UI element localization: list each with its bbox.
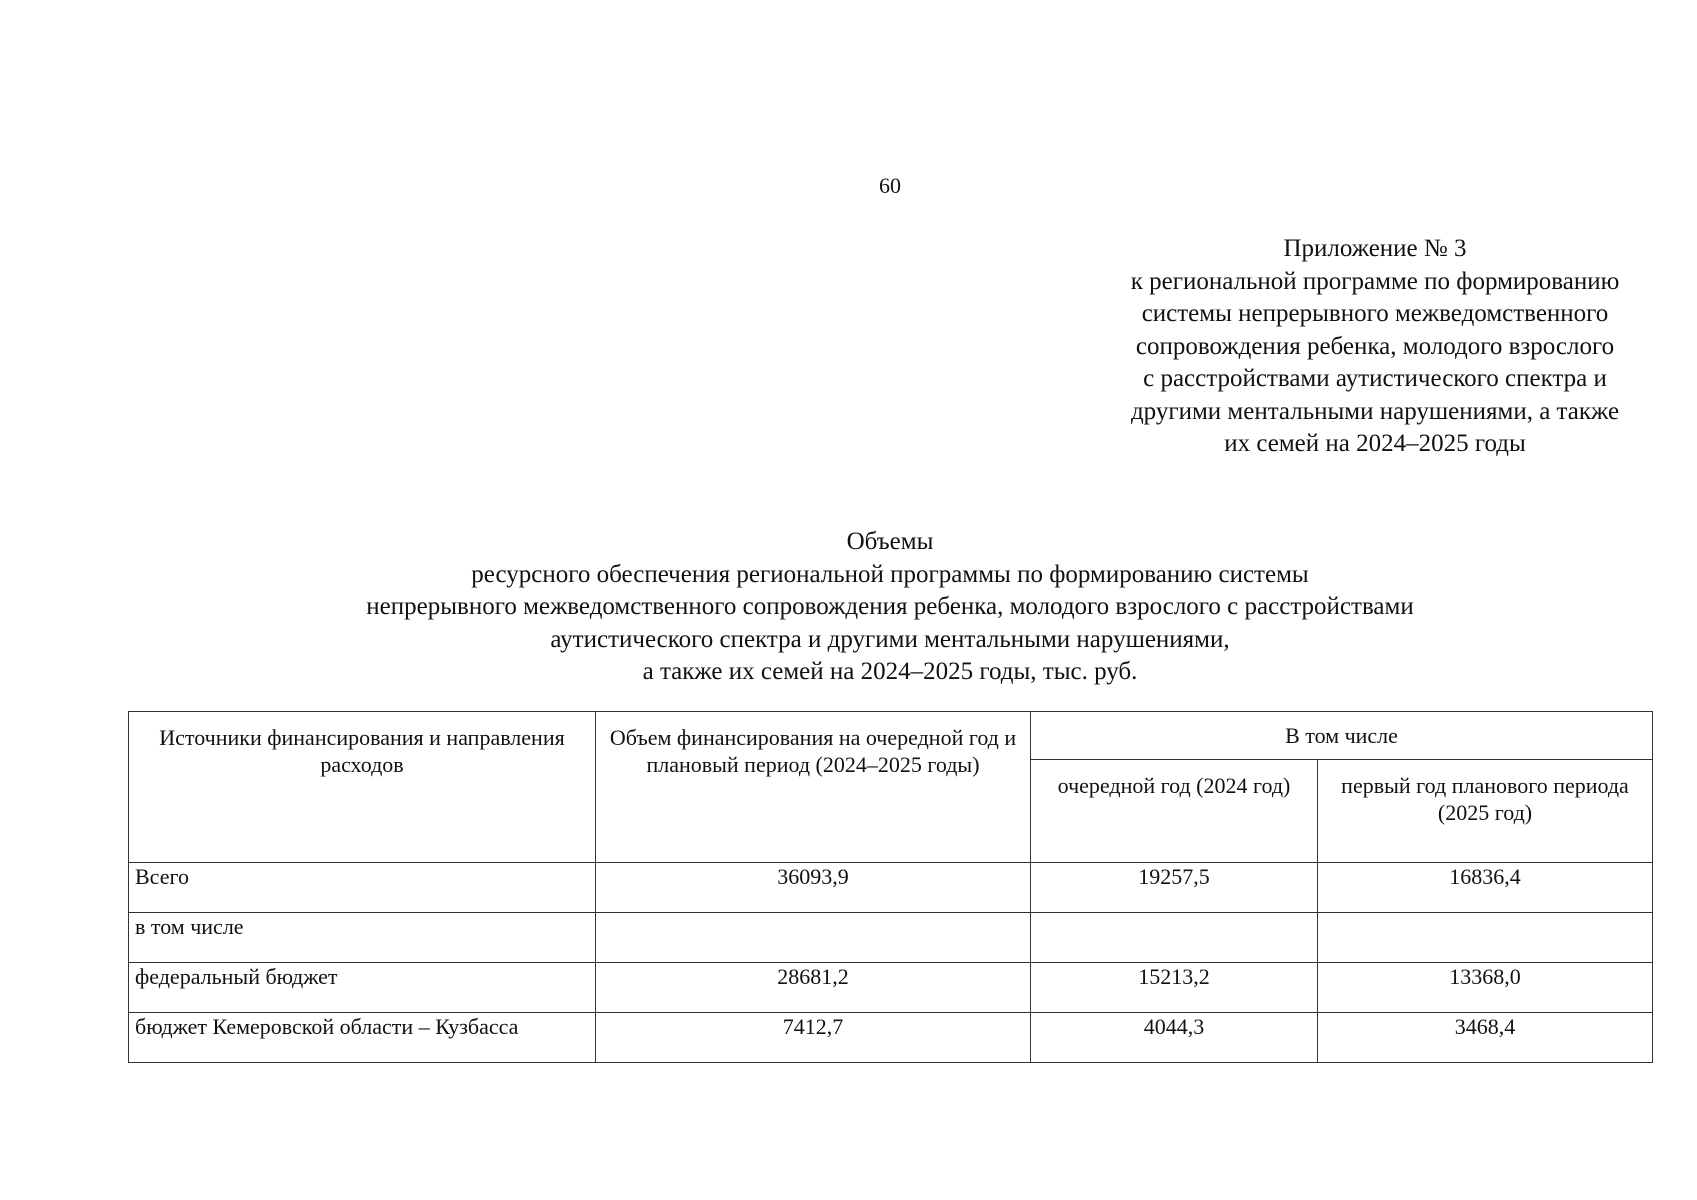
row-2025: 3468,4 [1318,1013,1653,1063]
funding-table [128,711,1653,1063]
appendix-line: с расстройствами аутистического спектра и [1143,365,1607,392]
table-header-row [129,712,1653,760]
row-name: в том числе [129,913,596,963]
appendix-line: Приложение № 3 [1283,235,1467,262]
appendix-line: сопровождения ребенка, молодого взрослого [1135,332,1615,360]
appendix-note [1080,233,1670,461]
header-including: В том числе [1031,712,1653,760]
table-row [129,863,1653,913]
appendix-line: к региональной программе по формированию [1130,267,1620,295]
title-line: а также их семей на 2024–2025 годы, тыс. руб. [642,658,1138,685]
appendix-line: другими ментальными нарушениями, а также [1130,397,1620,425]
row-total: 28681,2 [596,963,1031,1013]
table-row [129,1013,1653,1063]
page-number: 60 [879,173,901,198]
row-2025: 16836,4 [1318,863,1653,913]
row-name: федеральный бюджет [129,963,596,1013]
row-total: 7412,7 [596,1013,1031,1063]
header-sources: Источники финансирования и направления расходов [129,712,596,863]
header-year-2024: очередной год (2024 год) [1031,760,1318,863]
header-total: Объем финансирования на очередной год и плановый период (2024–2025 годы) [596,712,1031,863]
row-2024: 15213,2 [1031,963,1318,1013]
appendix-line: системы непрерывного межведомственного [1141,300,1609,327]
row-2024: 19257,5 [1031,863,1318,913]
document-title [0,526,1697,689]
header-year-2025: первый год планового периода (2025 год) [1318,760,1653,863]
row-2024 [1031,913,1318,963]
table-row [129,913,1653,963]
row-2025: 13368,0 [1318,963,1653,1013]
title-line: ресурсного обеспечения региональной программы по формированию системы [471,560,1309,588]
row-total [596,913,1031,963]
row-2025 [1318,913,1653,963]
row-name: бюджет Кемеровской области – Кузбасса [129,1013,596,1063]
table-row [129,963,1653,1013]
title-line: Объемы [846,528,934,555]
title-line: непрерывного межведомственного сопровождения ребенка, молодого взрослого с расстройствами [366,593,1414,620]
row-name: Всего [129,863,596,913]
row-2024: 4044,3 [1031,1013,1318,1063]
appendix-line: их семей на 2024–2025 годы [1224,430,1526,457]
row-total: 36093,9 [596,863,1031,913]
title-line: аутистического спектра и другими ментальными нарушениями, [550,625,1230,653]
